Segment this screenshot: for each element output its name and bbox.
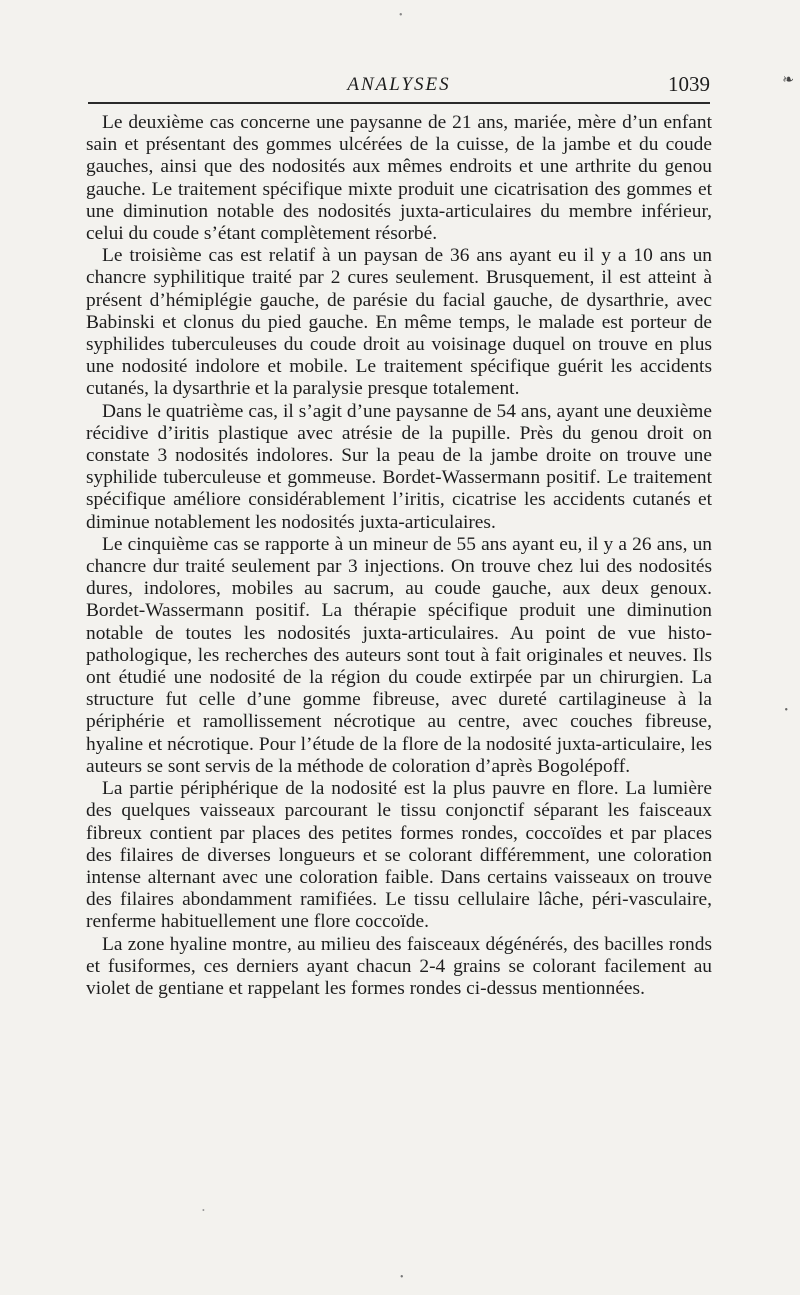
margin-speck-mark: • [784,705,788,716]
page-number: 1039 [668,72,710,96]
paragraph-fourth-case: Dans le quatrième cas, il s’agit d’une paysanne de 54 ans, ayant une deuxième récidive d’iritis plastique avec atrésie de la pupille. Près du genou droit on constate 3 nodosités indolores. Sur la peau de la jambe droite on trouve une syphilide tuberculeuse et gommeuse. Bordet-Wassermann positif. Le traitement spécifique améliore considérablement l’iritis, cicatrise les accidents cutanés et diminue notablement les nodosités juxta-articulaires. [86,400,712,533]
paragraph-third-case: Le troisième cas est relatif à un paysan de 36 ans ayant eu il y a 10 ans un chancre syphilitique traité par 2 cures seulement. Brusquement, il est atteint à présent d’hémiplégie gauche, de parésie du facial gauche, de dysarthrie, avec Babinski et clonus du pied gauche. En même temps, le malade est porteur de syphilides tuberculeuses du coude droit au voisinage duquel on trouve en plus une nodosité indolore et mobile. Le traitement spécifique guérit les accidents cutanés, la dysarthrie et la paralysie presque totalement. [86,245,712,400]
body-text [86,112,712,1000]
paragraph-second-case: Le deuxième cas concerne une paysanne de 21 ans, mariée, mère d’un enfant sain et présentant des gommes ulcérées de la cuisse, de la jambe et du coude gauches, ainsi que des nodosités aux mêmes endroits et une arthrite du genou gauche. Le traitement spécifique mixte produit une cicatrisation des gommes et une diminution notable des nodosités juxta-articulaires du membre inférieur, celui du coude s’étant complètement résorbé. [86,112,712,245]
top-speck-mark: • [399,10,403,21]
paragraph-peripheral-zone: La partie périphérique de la nodosité est la plus pauvre en flore. La lumière des quelques vaisseaux parcourant le tissu conjonctif séparant les faisceaux fibreux contient par places des petites formes rondes, coccoïdes et par places des filaires de diverses longueurs et se colorant différemment, une coloration intense alternant avec une coloration faible. Dans certains vaisseaux on trouve des filaires abondamment ramifiées. Le tissu cellulaire lâche, péri-vasculaire, renferme habituellement une flore coccoïde. [86,778,712,933]
margin-ornament-mark: ❧ [782,73,794,88]
paragraph-hyaline-zone: La zone hyaline montre, au milieu des faisceaux dégénérés, des bacilles ronds et fusiformes, ces derniers ayant chacun 2-4 grains se colorant facilement au violet de gentiane et rappelant les formes rondes ci-dessus mentionnées. [86,933,712,999]
paragraph-fifth-case: Le cinquième cas se rapporte à un mineur de 55 ans ayant eu, il y a 26 ans, un chancre dur traité seulement par 3 injections. On trouve chez lui des nodosités dures, indolores, mobiles au sacrum, au coude gauche, aux deux genoux. Bordet-Wassermann positif. La thérapie spécifique produit une diminution notable de toutes les nodosités juxta-articulaires. Au point de vue histo-pathologique, les recherches des auteurs sont tout à fait originales et neuves. Ils ont étudié une nodosité de la région du coude extirpée par un chirurgien. La structure fut celle d’une gomme fibreuse, avec dureté cartilagineuse à la périphérie et ramollissement nécrotique au centre, avec couches fibreuse, hyaline et nécrotique. Pour l’étude de la flore de la nodosité juxta-articulaire, les auteurs se sont servis de la méthode de coloration d’après Bogolépoff. [86,533,712,777]
low-speck-mark: • [202,1206,205,1215]
header-rule [88,102,710,104]
bottom-speck-mark: • [400,1272,404,1283]
page-header [88,68,710,104]
running-title: ANALYSES [347,74,451,95]
